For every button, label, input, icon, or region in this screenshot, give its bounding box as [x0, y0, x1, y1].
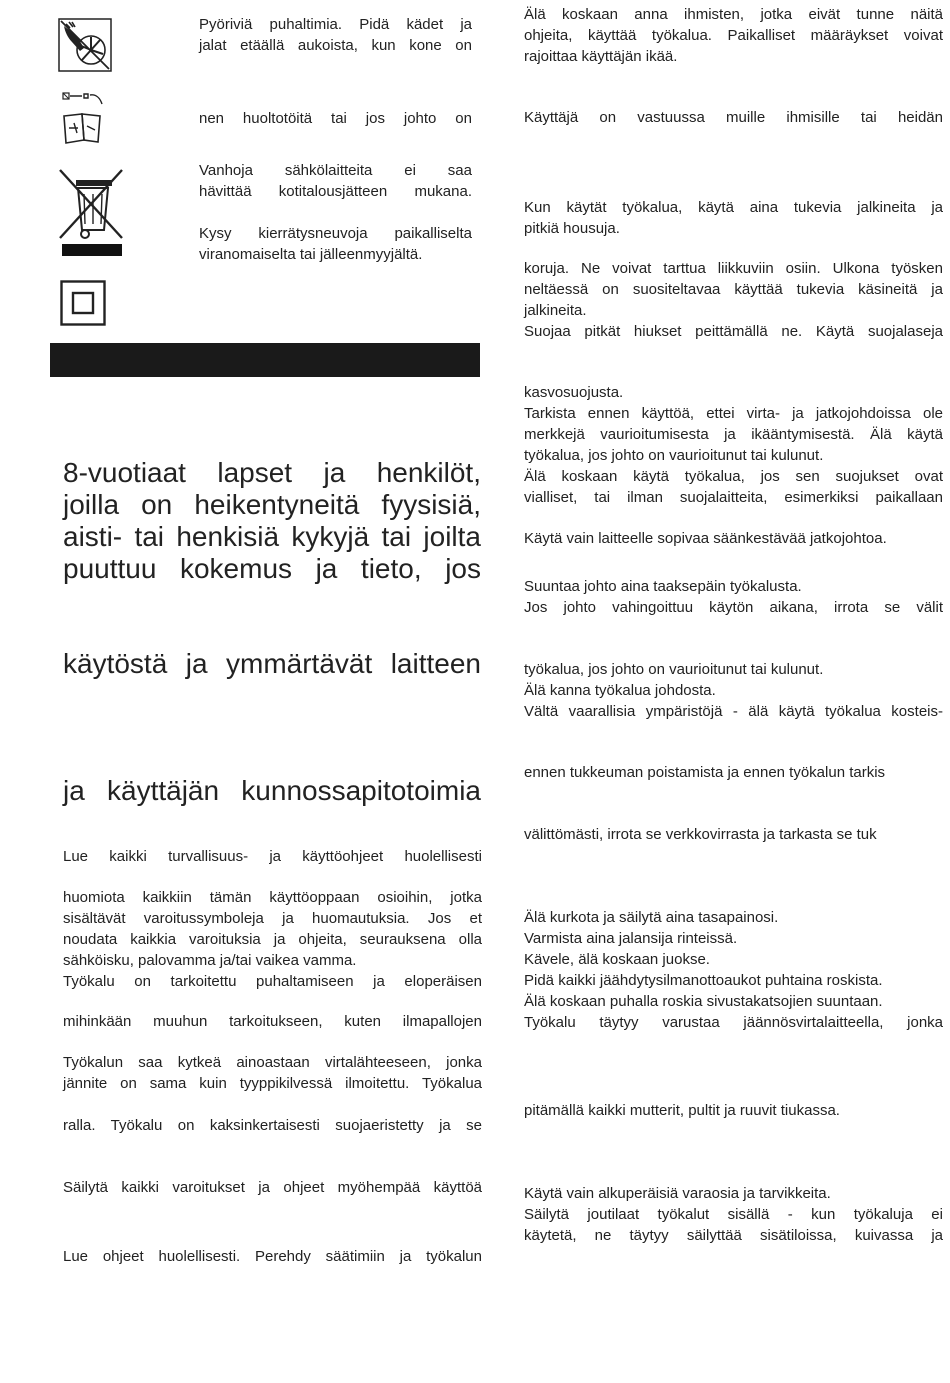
text-line: Säilytä kaikki varoitukset ja ohjeet myöhempää käyttöä	[63, 1179, 482, 1196]
right-block	[524, 762, 943, 783]
text-line: Varmista aina jalansija rinteissä.	[524, 930, 738, 947]
text-line: Työkalun saa kytkeä ainoastaan virtalähteeseen, jonka	[63, 1054, 482, 1071]
text-line: viranomaiselta tai jälleenmyyjältä.	[199, 246, 423, 263]
right-block	[524, 528, 943, 549]
text-line: välittömästi, irrota se verkkovirrasta ja tarkasta se tuk	[524, 826, 877, 843]
text-line: Työkalu täytyy varustaa jäännösvirtalaitteella, jonka	[524, 1014, 943, 1031]
crossed-out-wheelie-bin-icon	[58, 166, 128, 258]
fan-warning-text	[199, 14, 472, 56]
text-line: työkalua, jos johto on vaurioitunut tai kulunut.	[524, 447, 824, 464]
text-line: mihinkään muuhun tarkoitukseen, kuten ilmapallojen	[63, 1013, 482, 1030]
right-block	[524, 576, 943, 618]
rotating-fan-hands-icon	[58, 18, 112, 72]
text-line: sisältävät varoitussymboleja ja huomautuksia. Jos et	[63, 910, 482, 927]
text-line: huomiota kaikkiin tämän käyttöoppaan osioihin, jotka	[63, 889, 482, 906]
body-paragraph	[63, 1052, 482, 1094]
text-line: pitämällä kaikki mutterit, pultit ja ruuvit tiukassa.	[524, 1102, 840, 1119]
text-line: Älä kanna työkalua johdosta.	[524, 682, 716, 699]
text-line: Lue kaikki turvallisuus- ja käyttöohjeet huolellisesti	[63, 848, 482, 865]
text-line: nen huoltotöitä tai jos johto on	[199, 110, 472, 127]
text-line: Kävele, älä koskaan juokse.	[524, 951, 710, 968]
text-line: Suuntaa johto aina taaksepäin työkalusta.	[524, 578, 802, 595]
right-block	[524, 1183, 943, 1246]
text-line: käytetä, ne täytyy säilyttää sisätiloissa, kuivassa ja	[524, 1227, 943, 1244]
text-line: hävittää kotitalousjätteen mukana.	[199, 183, 472, 200]
text-line: Vältä vaarallisia ympäristöjä - älä käytä työkalua kosteis-	[524, 703, 943, 720]
right-block	[524, 659, 943, 722]
manual-warning-text	[199, 108, 472, 129]
text-line: Älä koskaan puhalla roskia sivustakatsojien suuntaan.	[524, 993, 883, 1010]
large-text-fragment-2	[63, 648, 481, 680]
text-line: puuttuu kokemus ja tieto, jos	[63, 553, 481, 584]
text-line: merkkejä vaurioitumisesta ja ikääntymisestä. Älä käytä	[524, 426, 943, 443]
section-header-bar	[50, 343, 480, 377]
right-block	[524, 197, 943, 239]
body-paragraph	[63, 1246, 482, 1267]
text-line: Pyöriviä puhaltimia. Pidä kädet ja	[199, 16, 472, 33]
text-line: Käytä vain alkuperäisiä varaosia ja tarvikkeita.	[524, 1185, 831, 1202]
text-line: pitkiä housuja.	[524, 220, 620, 237]
text-line: jalat etäällä aukoista, kun kone on	[199, 37, 472, 54]
text-line: Kun käytät työkalua, käytä aina tukevia jalkineita ja	[524, 199, 943, 216]
text-line: ohjeita, käyttää työkalua. Paikalliset määräykset voivat	[524, 27, 943, 44]
text-line: ennen tukkeuman poistamista ja ennen työkalun tarkis	[524, 764, 886, 781]
right-block	[524, 824, 943, 845]
text-line: Suojaa pitkät hiukset peittämällä ne. Käytä suojalaseja	[524, 323, 943, 340]
right-block	[524, 907, 943, 1033]
body-paragraph	[63, 846, 482, 867]
weee-text	[199, 160, 472, 202]
text-line: jännite on sama kuin tyyppikilvessä ilmoitettu. Työkalua	[63, 1075, 482, 1092]
text-line: joilla on heikentyneitä fyysisiä,	[63, 489, 481, 520]
text-line: Pidä kaikki jäähdytysilmanottoaukot puhtaina roskista.	[524, 972, 883, 989]
text-line: Kysy kierrätysneuvoja paikalliselta	[199, 225, 472, 242]
text-line: 8-vuotiaat lapset ja henkilöt,	[63, 457, 481, 488]
text-line: Jos johto vahingoittuu käytön aikana, irrota se välit	[524, 599, 943, 616]
text-line: koruja. Ne voivat tarttua liikkuviin osiin. Ulkona työsken	[524, 260, 943, 277]
text-line: käytöstä ja ymmärtävät laitteen	[63, 648, 481, 679]
text-line: neltäessä on suositeltavaa käyttää tukevia käsineitä ja	[524, 281, 943, 298]
text-line: Vanhoja sähkölaitteita ei saa	[199, 162, 472, 179]
children-warning-large-text	[63, 457, 481, 585]
text-line: rajoittaa käyttäjän ikää.	[524, 48, 678, 65]
text-line: sähköisku, palovamma ja/tai vaikea vamma.	[63, 952, 357, 969]
right-block	[524, 107, 943, 128]
text-line: Käytä vain laitteelle sopivaa säänkestävää jatkojohtoa.	[524, 530, 887, 547]
text-line: aisti- tai henkisiä kykyjä tai joilta	[63, 521, 481, 552]
body-paragraph	[63, 887, 482, 992]
text-line: ralla. Työkalu on kaksinkertaisesti suojaeristetty ja se	[63, 1117, 482, 1134]
large-text-fragment-3	[63, 775, 481, 807]
text-line: Tarkista ennen käyttöä, ettei virta- ja jatkojohdoissa ole	[524, 405, 943, 422]
text-line: Älä koskaan käytä työkalua, jos sen suojukset ovat	[524, 468, 943, 485]
text-line: Älä kurkota ja säilytä aina tasapainosi.	[524, 909, 779, 926]
body-paragraph	[63, 1115, 482, 1136]
right-block	[524, 382, 943, 508]
body-paragraph	[63, 1177, 482, 1198]
right-block	[524, 4, 943, 67]
text-line: noudata kaikkia varoituksia ja ohjeita, seurauksena olla	[63, 931, 482, 948]
disconnect-plug-read-manual-icon	[60, 90, 106, 146]
text-line: kasvosuojusta.	[524, 384, 624, 401]
text-line: Työkalu on tarkoitettu puhaltamiseen ja eloperäisen	[63, 973, 482, 990]
text-line: ja käyttäjän kunnossapitotoimia	[63, 775, 481, 806]
right-block	[524, 1100, 943, 1121]
text-line: Säilytä joutilaat työkalut sisällä - kun työkaluja ei	[524, 1206, 943, 1223]
text-line: jalkineita.	[524, 302, 587, 319]
text-line: Käyttäjä on vastuussa muille ihmisille tai heidän	[524, 109, 943, 126]
text-line: työkalua, jos johto on vaurioitunut tai kulunut.	[524, 661, 824, 678]
body-paragraph	[63, 1011, 482, 1032]
double-insulation-square-icon	[60, 280, 106, 326]
recycle-advice-text	[199, 223, 472, 265]
text-line: Lue ohjeet huolellisesti. Perehdy säätimiin ja työkalun	[63, 1248, 482, 1265]
text-line: vialliset, tai ilman suojalaitteita, esimerkiksi paikallaan	[524, 489, 943, 506]
text-line: Älä koskaan anna ihmisten, jotka eivät tunne näitä	[524, 6, 943, 23]
right-block	[524, 258, 943, 342]
